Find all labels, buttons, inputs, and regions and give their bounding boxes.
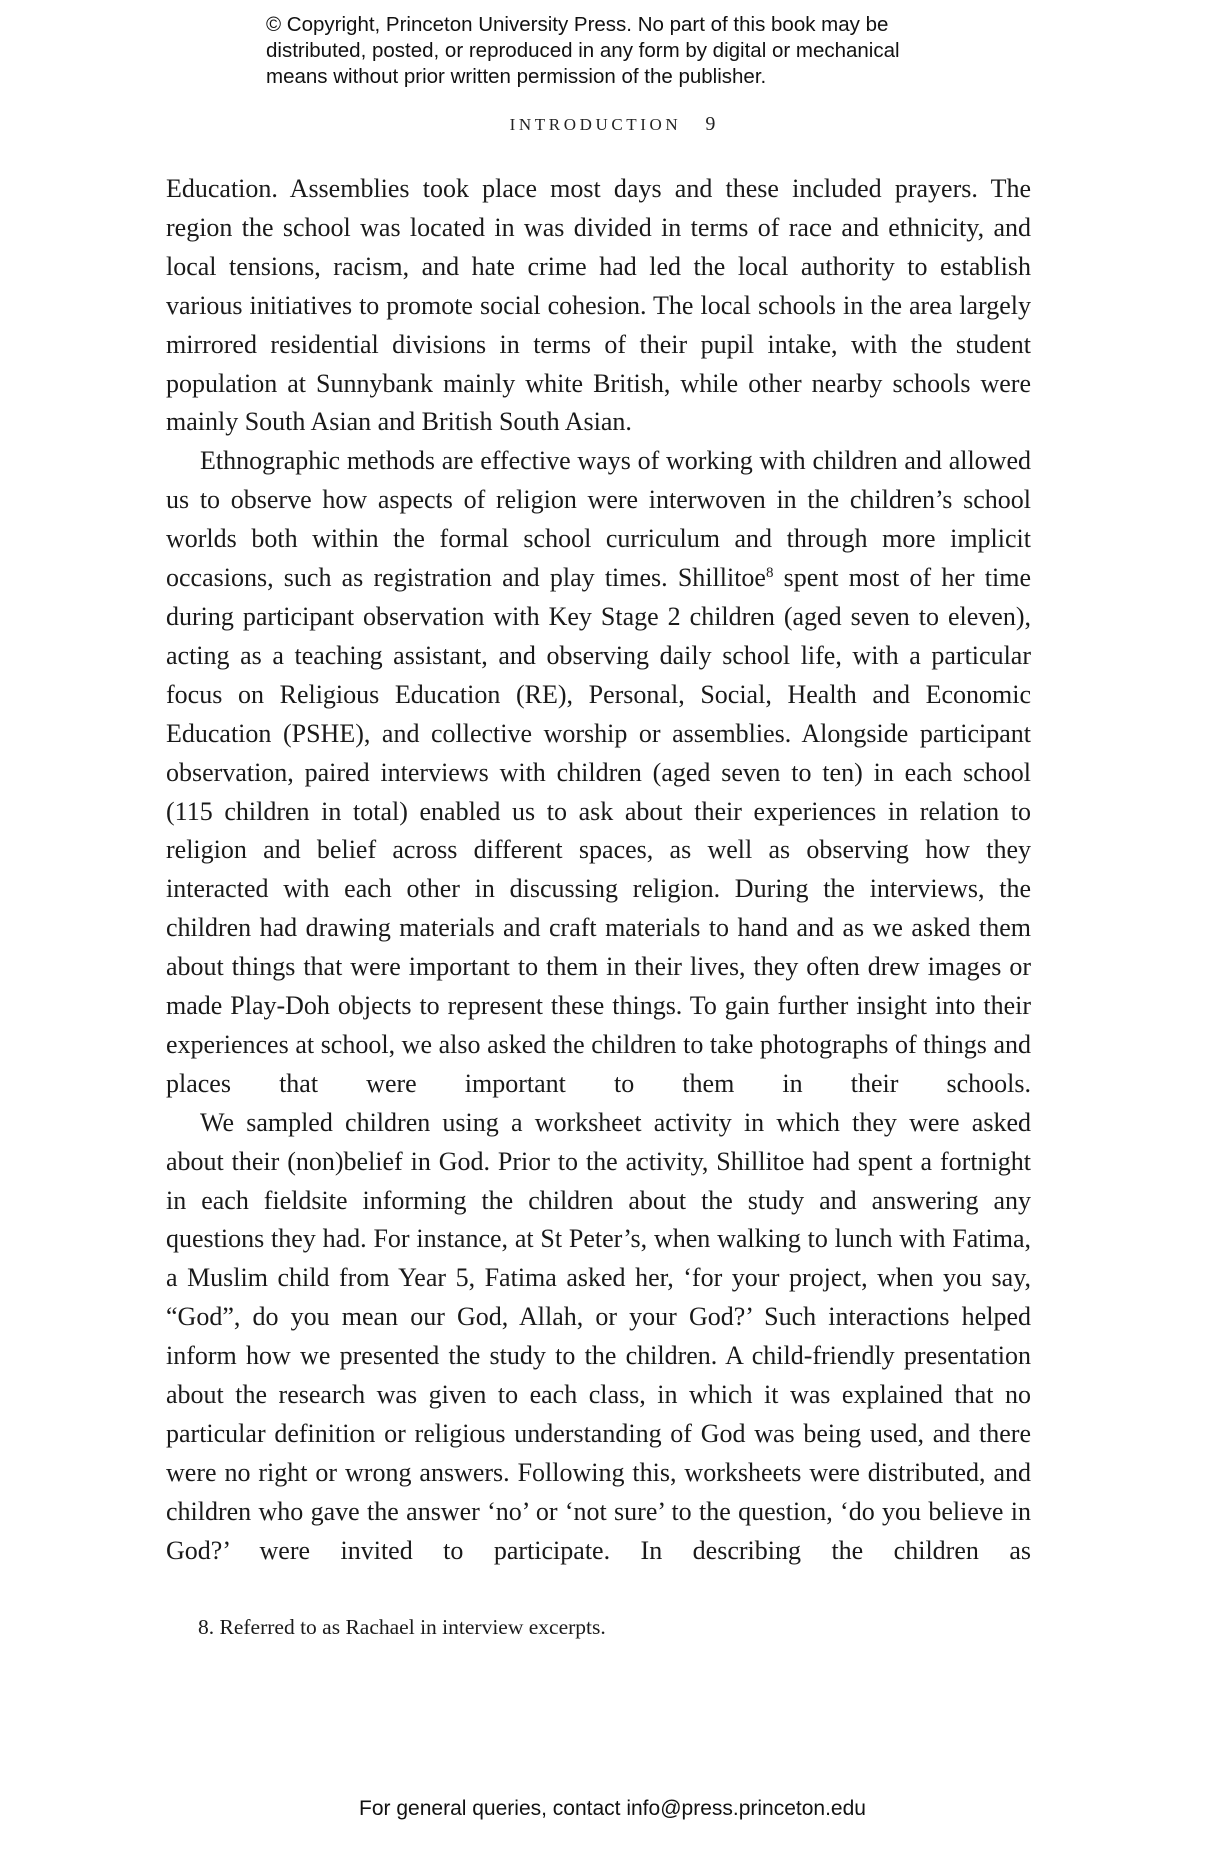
footnote-reference[interactable]: 8 (765, 565, 774, 582)
copyright-line: © Copyright, Princeton University Press. No part of this book may be (266, 13, 889, 36)
footer-contact: For general queries, contact info@press.princeton.edu (359, 1797, 866, 1820)
paragraph (166, 442, 1031, 1103)
paragraph: We sampled children using a worksheet activity in which they were asked about their (non)belief in God. Prior to the activity, Shillitoe had spent a fortnight in each fieldsite informing the children about the study and answering any questions they had. For instance, at St Peter’s, when walking to lunch with Fatima, a Muslim child from Year 5, Fatima asked her, ‘for your project, when you say, “God”, do you mean our God, Allah, or your God?’ Such interactions helped inform how we presented the study to the children. A child-friendly presentation about the research was given to each class, in which it was explained that no particular definition or religious understanding of God was being used, and there were no right or wrong answers. Following this, worksheets were distributed, and children who gave the answer ‘no’ or ‘not sure’ to the question, ‘do you believe in God?’ were invited to participate. In describing the children as (166, 1107, 1031, 1565)
body-text (166, 170, 1031, 1571)
page-number: 9 (705, 113, 716, 135)
paragraph-text: Ethnographic methods are effective ways of working with children and allowed us to observe how aspects of religion were interwoven in the children’s school worlds both within the formal school curriculum and through more implicit occasions, such as registration and play times. Shillitoe (166, 446, 1031, 593)
copyright-line: distributed, posted, or reproduced in any form by digital or mechanical (266, 39, 900, 62)
running-head (0, 113, 1225, 136)
copyright-line: means without prior written permission of the publisher. (266, 65, 767, 88)
footnote: 8. Referred to as Rachael in interview excerpts. (198, 1615, 606, 1639)
copyright-notice (266, 12, 1006, 90)
running-head-title: INTRODUCTION (509, 115, 682, 134)
paragraph: Education. Assemblies took place most days and these included prayers. The region the school was located in was divided in terms of race and ethnicity, and local tensions, racism, and hate crime had led the local authority to establish various initiatives to promote social cohesion. The local schools in the area largely mirrored residential divisions in terms of their pupil intake, with the student population at Sunnybank mainly white British, while other nearby schools were mainly South Asian and British South Asian. (166, 174, 1031, 437)
paragraph-text: spent most of her time during participant observation with Key Stage 2 children (aged seven to eleven), acting as a teaching assistant, and observing daily school life, with a particular focus on Religious Education (RE), Personal, Social, Health and Economic Education (PSHE), and collective worship or assemblies. Alongside participant observation, paired interviews with children (aged seven to ten) in each school (115 children in total) enabled us to ask about their experiences in relation to religion and belief across different spaces, as well as observing how they interacted with each other in discussing religion. During the interviews, the children had drawing materials and craft materials to hand and as we asked them about things that were important to them in their lives, they often drew images or made Play-Doh objects to represent these things. To gain further insight into their experiences at school, we also asked the children to take photographs of things and places that were important to them in their schools. (166, 563, 1032, 1098)
